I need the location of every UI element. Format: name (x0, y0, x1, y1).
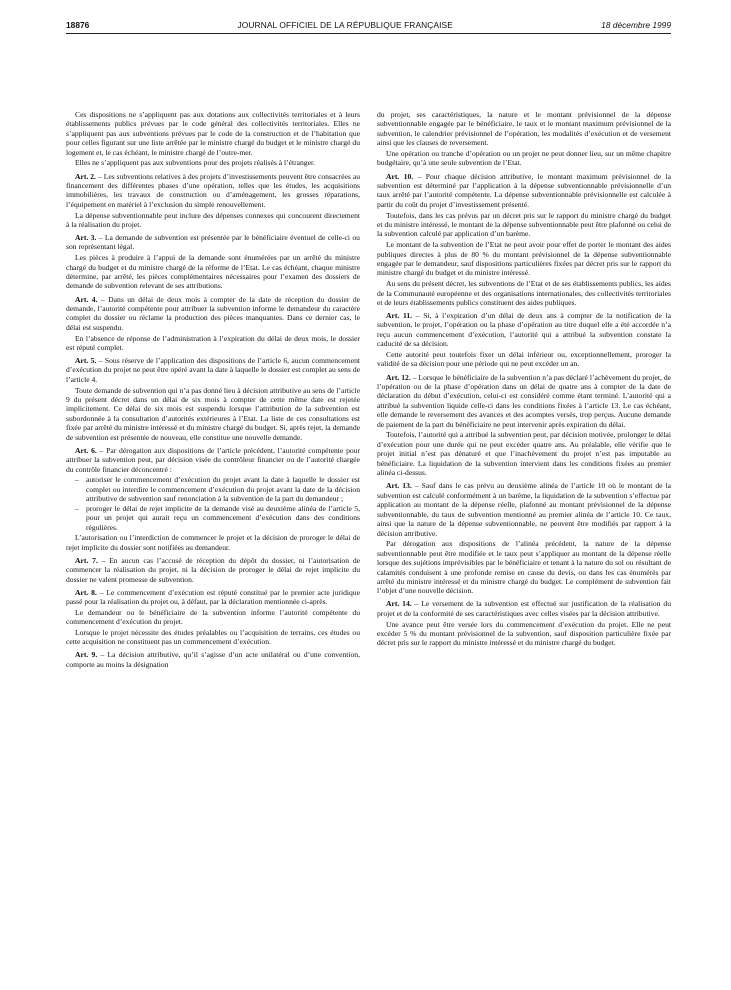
article-paragraph (377, 373, 671, 430)
article-text: – La demande de subvention est présentée par le bénéficiaire éventuel de celle-ci ou son représentant légal. (66, 233, 360, 252)
right-column (377, 110, 671, 671)
paragraph: Toutefois, dans les cas prévus par un décret pris sur le rapport du ministre chargé du budget et du ministre intéressé, le montant de la dépense subventionnable peut être plafonné ou celui de la subvention calculé par application d’un barème. (377, 210, 671, 239)
paragraph: Ces dispositions ne s’appliquent pas aux dotations aux collectivités territoriales et à leurs établissements publics prévues par le code général des collectivités territoriales. Elles ne s’appliquent pas aux subventions prévues par le code de la construction et de l’habitation que pour celles figurant sur une liste arrêtée par le ministre chargé du budget et le ministre chargé du logement et, le cas échéant, le ministre chargé de l’outre-mer. (66, 110, 360, 157)
article-text: – Lorsque le bénéficiaire de la subvention n’a pas déclaré l’achèvement du projet, de l’opération ou de la phase d’opération dans un délai de quatre ans à compter de la date de déclaration du début d’exécution, celui-ci est considéré comme étant terminé. L’autorité qui a attribué la subvention liquide celle-ci dans les conditions fixées à l’article 13. Le cas échéant, elle demande le reversement des avances et des acomptes versés, trop perçus. Aucune demande de paiement de la part du bénéficiaire ne peut intervenir après expiration du délai. (377, 372, 671, 429)
article-paragraph (377, 311, 671, 349)
paragraph: L’autorisation ou l’interdiction de commencer le projet et la décision de proroger le délai de rejet implicite du dossier sont notifiées au demandeur. (66, 533, 360, 552)
paragraph: Elles ne s’appliquent pas aux subventions pour des projets réalisés à l’étranger. (75, 158, 315, 168)
left-column (66, 110, 360, 671)
article-label: Art. 14. (386, 599, 412, 609)
article-paragraph (66, 356, 360, 384)
article-label: Art. 9. (75, 650, 98, 660)
paragraph: En l’absence de réponse de l’administration à l’expiration du délai de deux mois, le dossier est réputé complet. (66, 333, 360, 352)
article-paragraph (66, 650, 360, 669)
article-text: – En aucun cas l’accusé de réception du dépôt du dossier, ni l’autorisation de commencer la réalisation du projet, ni la décision de proroger le délai de rejet implicite du dossier ne valent promesse de subvention. (66, 555, 360, 584)
list-item: – proroger le délai de rejet implicite de la demande visé au deuxième alinéa de l’article 5, pour un projet qui aurait reçu un commencement d’exécution dans des conditions régulières. (86, 504, 360, 532)
article-label: Art. 13. (386, 481, 412, 491)
paragraph: Toute demande de subvention qui n’a pas donné lieu à décision attributive au sens de l’article 9 du présent décret dans un délai de six mois à compter de cette même date est rejetée implicitement. Ce délai de six mois est suspendu lorsque l’attribution de la subvention est subordonnée à la consultation d’autorités extérieures à l’Etat. La liste de ces consultations est fixée par arrêté du ministre intéressé et du ministre chargé du budget. Si, après rejet, la demande de subvention est présentée de nouveau, elle constitue une nouvelle demande. (66, 385, 360, 442)
paragraph: Au sens du présent décret, les subventions de l’Etat et de ses établissements publics, les aides de la Communauté européenne et des organisations internationales, des collectivités territoriales et de leurs établissements publics constituent des aides publiques. (377, 279, 671, 307)
article-label: Art. 4. (75, 294, 98, 304)
article-text: – Le versement de la subvention est effectué sur justification de la réalisation du projet et de la conformité de ses caractéristiques avec celles visées par la décision attributive. (377, 599, 671, 618)
paragraph: Cette autorité peut toutefois fixer un délai inférieur ou, exceptionnellement, proroger la validité de sa décision pour une période qui ne peut excéder un an. (377, 350, 671, 369)
article-label: Art. 6. (75, 445, 97, 455)
list-item: – autoriser le commencement d’exécution du projet avant la date à laquelle le dossier est complet ou interdire le commencement d’exécution du projet avant la date de la décision attributive de subvention sauf renonciation à la subvention de la part du demandeur ; (86, 475, 360, 503)
article-paragraph (66, 588, 360, 607)
article-text: – Pour chaque décision attributive, le montant maximum prévisionnel de la subvention est déterminé par l’application à la dépense subventionnable prévisionnelle d’un taux arrêté par l’autorité compétente. La dépense subventionnable prévisionnelle est calculée à partir du coût du projet d’investissement présenté. (377, 171, 671, 209)
article-label: Art. 11. (386, 311, 413, 320)
article-paragraph (377, 172, 671, 210)
paragraph: Toutefois, l’autorité qui a attribué la subvention peut, par décision motivée, prolonger le délai d’exécution pour une durée qui ne peut excéder quatre ans. Au préalable, elle vérifie que le projet initial n’est pas dénaturé et que l’inachèvement du projet n’est pas imputable au bénéficiaire. La liquidation de la subvention intervient dans les conditions fixées au premier alinéa ci-dessus. (377, 430, 671, 478)
article-text: – Les subventions relatives à des projets d’investissements peuvent être consacrées au financement des différentes phases d’une opération, telles que les études, les acquisitions immobilières, les travaux de construction ou d’aménagement, les grosses réparations, l’équipement en matériel à l’exclusion du simple renouvellement. (66, 171, 360, 209)
paragraph: Lorsque le projet nécessite des études préalables ou l’acquisition de terrains, ces études ou cette acquisition ne constituent pas un commencement d’exécution. (66, 627, 360, 647)
paragraph: Une opération ou tranche d’opération ou un projet ne peut donner lieu, sur un même chapitre budgétaire, qu’à une seule subvention de l’Etat. (377, 149, 671, 168)
article-text: – Dans un délai de deux mois à compter de la date de réception du dossier de demande, l’autorité compétente pour attribuer la subvention informe le demandeur du caractère complet du dossier ou réclame la production des pièces manquantes. Dans ce dernier cas, le délai est suspendu. (66, 294, 360, 332)
dash-list (66, 475, 360, 532)
article-label: Art. 8. (75, 587, 97, 597)
paragraph: Une avance peut être versée lors du commencement d’exécution du projet. Elle ne peut excéder 5 % du montant prévisionnel de la subvention, sauf disposition particulière fixée par décret pris sur le rapport du ministre intéressé et du ministre chargé du budget. (377, 619, 671, 648)
article-text: – Si, à l’expiration d’un délai de deux ans à compter de la notification de la subvention, le projet, l’opération ou la phase d’opération au titre duquel elle a été accordée n’a reçu aucun commencement d’exécution, l’autorité qui a attribué la subvention constate la caducité de sa décision. (377, 311, 671, 349)
page-number: 18876 (66, 20, 90, 30)
article-label: Art. 10. (386, 171, 414, 181)
article-paragraph (66, 233, 360, 252)
article-text: – Sous réserve de l’application des dispositions de l’article 6, aucun commencement d’exécution du projet ne peut être opéré avant la date à laquelle le dossier est complet au sens de l’article 4. (66, 356, 360, 384)
article-label: Art. 2. (75, 171, 96, 181)
paragraph: Les pièces à produire à l’appui de la demande sont énumérées par un arrêté du ministre chargé du budget et du ministre chargé de la réforme de l’Etat. Le cas échéant, chaque ministre détermine, par arrêté, les pièces complémentaires nécessaires pour l’examen des dossiers de demande de subvention relevant de ses attributions. (66, 253, 360, 291)
article-text: – Le commencement d’exécution est réputé constitué par le premier acte juridique passé pour la réalisation du projet ou, à défaut, par la déclaration mentionnée ci-après. (66, 587, 360, 607)
article-paragraph (66, 446, 360, 474)
issue-date: 18 décembre 1999 (601, 20, 671, 30)
paragraph: La dépense subventionnable peut inclure des dépenses connexes qui concourent directement à la réalisation du projet. (66, 210, 360, 229)
article-paragraph (66, 556, 360, 584)
page-header (66, 20, 671, 34)
journal-title: JOURNAL OFFICIEL DE LA RÉPUBLIQUE FRANÇAISE (237, 20, 453, 30)
paragraph: Le montant de la subvention de l’Etat ne peut avoir pour effet de porter le montant des aides publiques directes à plus de 80 % du montant prévisionnel de la dépense subventionnable engagée par le demandeur, sauf dispositions particulières fixées par décret pris sur le rapport du ministre chargé du budget et du ministre intéressé. (377, 240, 671, 278)
article-paragraph (66, 295, 360, 333)
article-label: Art. 3. (75, 233, 97, 242)
article-label: Art. 12. (386, 372, 411, 382)
article-label: Art. 7. (75, 555, 98, 565)
article-paragraph (377, 481, 671, 538)
article-paragraph (377, 599, 671, 618)
paragraph: Par dérogation aux dispositions de l’alinéa précédent, la nature de la dépense subventionnable peut être modifiée et le taux peut s’appliquer au montant de la dépense réelle lorsque des sujétions imprévisibles par le bénéficiaire et tenant à la nature du sol ou résultant de calamités conduisent à une profonde remise en cause du devis, ou dans les cas énumérés par arrêté du ministre intéressé et du ministre chargé du budget. Le complément de subvention fait l’objet d’une nouvelle décision. (377, 539, 671, 596)
article-text: – Sauf dans le cas prévu au deuxième alinéa de l’article 10 où le montant de la subvention est calculé conformément à un barème, la liquidation de la subvention s’effectue par application au montant de la dépense réelle, plafonné au montant prévisionnel de la dépense subventionnable, du taux de subvention mentionné au premier alinéa de l’article 10. Ce taux, ainsi que la nature de la dépense subventionnable, ne peuvent être modifiés par rapport à la décision attributive. (377, 481, 671, 538)
article-label: Art. 5. (75, 356, 97, 365)
article-text: – Par dérogation aux dispositions de l’article précédent, l’autorité compétente pour attribuer la subvention peut, par décision visée du contrôleur financier ou de l’autorité chargée du contrôle financier déconcentré : (66, 445, 360, 474)
article-paragraph (66, 172, 360, 210)
article-text: – La décision attributive, qu’il s’agisse d’un acte unilatéral ou d’une convention, comporte au moins la désignation (66, 650, 360, 669)
paragraph: Le demandeur ou le bénéficiaire de la subvention informe l’autorité compétente du commencement d’exécution du projet. (66, 607, 360, 627)
paragraph: du projet, ses caractéristiques, la nature et le montant prévisionnel de la dépense subventionnable engagée par le bénéficiaire, le taux et le montant maximum prévisionnel de la subvention, le calendrier prévisionnel de l’opération, les modalités d’exécution et de versement ainsi que les clauses de reversement. (377, 110, 671, 148)
text-columns (66, 110, 671, 671)
